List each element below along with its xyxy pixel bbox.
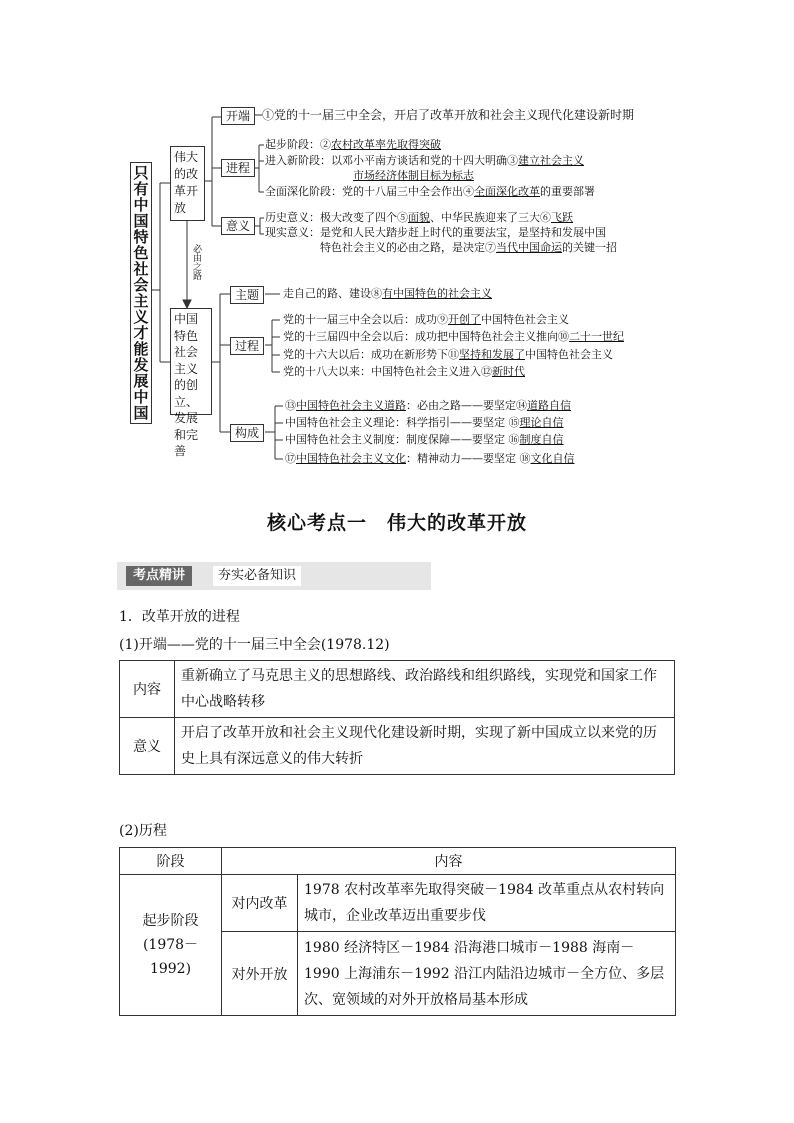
- label-meaning: 意义: [221, 217, 255, 235]
- table-row: [120, 661, 675, 718]
- meaning-line-2: 现实意义：是党和人民大踏步赶上时代的重要法宝，是坚持和发展中国: [265, 226, 606, 239]
- start-line: ①党的十一届三中全会，开启了改革开放和社会主义现代化建设新时期: [262, 108, 635, 122]
- process-line-1: 起步阶段：②农村改革率先取得突破: [265, 138, 441, 151]
- process-line-3: 市场经济体制目标为标志: [353, 169, 474, 182]
- row-text: 开启了改革开放和社会主义现代化建设新时期，实现了新中国成立以来党的历史上具有深远意义的伟大转折: [175, 718, 675, 775]
- content-cell: 1978 农村改革率先取得突破－1984 改革重点从农村转向城市，企业改革迈出重要步伐: [298, 875, 676, 932]
- table-header-row: [120, 848, 676, 875]
- meaning-line-1: 历史意义：极大改变了四个⑤面貌、中华民族迎来了三大⑥飞跃: [265, 211, 573, 224]
- header-stage: 阶段: [120, 848, 222, 875]
- banner: [117, 562, 431, 590]
- banner-tag: 考点精讲: [126, 566, 192, 586]
- composition-line-3: 中国特色社会主义制度：制度保障——要坚定 ⑯制度自信: [285, 433, 564, 446]
- banner-sub: 夯实必备知识: [213, 566, 301, 586]
- label-process: 进程: [221, 159, 255, 177]
- row-text: 重新确立了马克思主义的思想路线、政治路线和组织路线，实现党和国家工作中心战略转移: [175, 661, 675, 718]
- table-start: [119, 660, 675, 775]
- table-history: [119, 847, 676, 1016]
- process2-line-3: 党的十六大以后：成功在新形势下⑪坚持和发展了中国特色社会主义: [283, 348, 613, 361]
- label-process2: 过程: [230, 337, 264, 355]
- socialism-box: 中国特色社会主义的创立、发展和完善: [170, 308, 212, 415]
- heading-1: 1．改革开放的进程: [119, 609, 240, 625]
- section-title: 核心考点一 伟大的改革开放: [266, 512, 527, 534]
- table-row: [120, 875, 676, 932]
- composition-line-4: ⑰中国特色社会主义文化：精神动力——要坚定 ⑱文化自信: [285, 452, 575, 465]
- stage-cell: 起步阶段(1978－1992): [120, 875, 222, 1016]
- type-cell: 对内改革: [222, 875, 298, 932]
- sub-heading-1: (1)开端——党的十一届三中全会(1978.12): [119, 637, 390, 653]
- label-composition: 构成: [230, 424, 264, 442]
- reform-box: 伟大的改革开放: [170, 146, 205, 221]
- row-label: 意义: [120, 718, 175, 775]
- mind-map: [0, 0, 794, 480]
- process-line-2: 进入新阶段：以邓小平南方谈话和党的十四大明确③建立社会主义: [265, 154, 584, 167]
- process2-line-1: 党的十一届三中全会以后：成功⑨开创了中国特色社会主义: [283, 313, 569, 326]
- sub-heading-2: (2)历程: [119, 823, 167, 839]
- process2-line-4: 党的十八大以来：中国特色社会主义进入⑫新时代: [283, 365, 525, 378]
- process-line-4: 全面深化阶段：党的十八届三中全会作出④全面深化改革的重要部署: [265, 185, 595, 198]
- arrow-label: 必由之路: [191, 244, 201, 280]
- composition-line-1: ⑬中国特色社会主义道路：必由之路——要坚定⑭道路自信: [285, 399, 571, 412]
- composition-line-2: 中国特色社会主义理论：科学指引——要坚定 ⑮理论自信: [285, 416, 564, 429]
- meaning-line-3: 特色社会主义的必由之路，是决定⑦当代中国命运的关键一招: [320, 241, 617, 254]
- process2-line-2: 党的十三届四中全会以后：成功把中国特色社会主义推向⑩二十一世纪: [283, 330, 624, 343]
- label-theme: 主题: [230, 286, 264, 304]
- content-cell: 1980 经济特区－1984 沿海港口城市－1988 海南－1990 上海浦东－1992 沿江内陆沿边城市－全方位、多层次、宽领域的对外开放格局基本形成: [298, 932, 676, 1016]
- mindmap-title: 只有中国特色社会主义才能发展中国: [130, 162, 152, 424]
- row-label: 内容: [120, 661, 175, 718]
- label-start: 开端: [221, 107, 255, 125]
- theme-line: 走自己的路、建设⑧有中国特色的社会主义: [283, 287, 492, 300]
- header-content: 内容: [222, 848, 676, 875]
- table-row: [120, 718, 675, 775]
- type-cell: 对外开放: [222, 932, 298, 1016]
